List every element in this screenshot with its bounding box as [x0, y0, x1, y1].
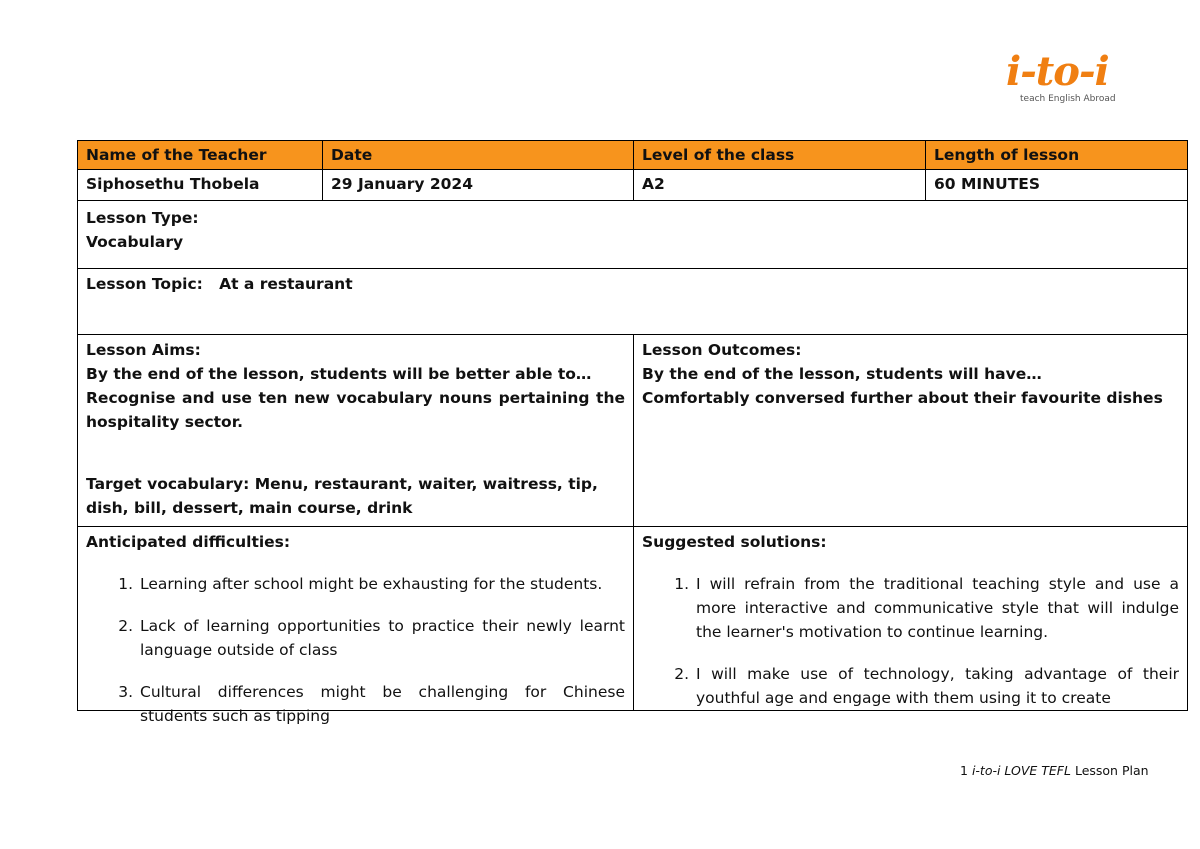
info-row — [78, 170, 1188, 201]
outcomes-label: Lesson Outcomes: — [642, 341, 802, 359]
teacher-name: Siphosethu Thobela — [78, 170, 323, 201]
difficulties-cell — [78, 527, 634, 725]
target-vocabulary: Target vocabulary: Menu, restaurant, waiter, waitress, tip, dish, bill, dessert, main course, drink — [86, 475, 598, 517]
lesson-outcomes-cell — [634, 335, 1188, 527]
aims-text: Recognise and use ten new vocabulary nouns pertaining the hospitality sector. — [86, 389, 625, 431]
page-footer — [960, 763, 1149, 778]
footer-brand: i-to-i LOVE TEFL — [971, 763, 1071, 778]
aims-intro: By the end of the lesson, students will be better able to… — [86, 365, 592, 383]
solution-item: 2. I will make use of technology, taking advantage of their youthful age and engage with them using it to create — [694, 662, 1179, 710]
logo-wordmark: i-to-i — [1006, 48, 1109, 95]
outcomes-text: Comfortably conversed further about their favourite dishes — [642, 389, 1163, 407]
lesson-topic-row — [78, 269, 1188, 335]
difficulty-item: 3. Cultural differences might be challenging for Chinese students such as tipping — [138, 680, 625, 728]
lesson-topic-label: Lesson Topic: — [86, 275, 203, 293]
difficulty-item: 1. Learning after school might be exhausting for the students. — [138, 572, 625, 596]
lesson-aims-cell — [78, 335, 634, 527]
aims-label: Lesson Aims: — [86, 341, 201, 359]
header-row — [78, 141, 1188, 170]
class-level: A2 — [634, 170, 926, 201]
solutions-list — [642, 572, 1179, 710]
difficulties-label: Anticipated difficulties: — [86, 533, 291, 551]
footer-title: Lesson Plan — [1074, 763, 1149, 778]
lesson-type-label: Lesson Type: — [86, 209, 199, 227]
lesson-topic-value: At a restaurant — [219, 275, 353, 293]
outcomes-intro: By the end of the lesson, students will have… — [642, 365, 1042, 383]
header-length: Length of lesson — [926, 141, 1188, 170]
solution-item: 1. I will refrain from the traditional teaching style and use a more interactive and communicative style that will indulge the learner's motivation to continue learning. — [694, 572, 1179, 644]
difficulty-item: 2. Lack of learning opportunities to practice their newly learnt language outside of class — [138, 614, 625, 662]
header-teacher: Name of the Teacher — [78, 141, 323, 170]
lesson-date: 29 January 2024 — [323, 170, 634, 201]
lesson-plan-table — [77, 140, 1188, 725]
solutions-label: Suggested solutions: — [642, 533, 827, 551]
brand-logo — [1006, 48, 1130, 112]
header-level: Level of the class — [634, 141, 926, 170]
logo-tagline: teach English Abroad — [1020, 94, 1116, 104]
difficulties-list — [86, 572, 625, 728]
lesson-length: 60 MINUTES — [926, 170, 1188, 201]
header-date: Date — [323, 141, 634, 170]
solutions-cell — [634, 527, 1188, 711]
lesson-type-value: Vocabulary — [86, 233, 184, 251]
aims-outcomes-row — [78, 335, 1188, 527]
lesson-type-row — [78, 201, 1188, 269]
difficulties-solutions-row — [78, 527, 1188, 711]
page-number: 1 — [960, 763, 968, 778]
